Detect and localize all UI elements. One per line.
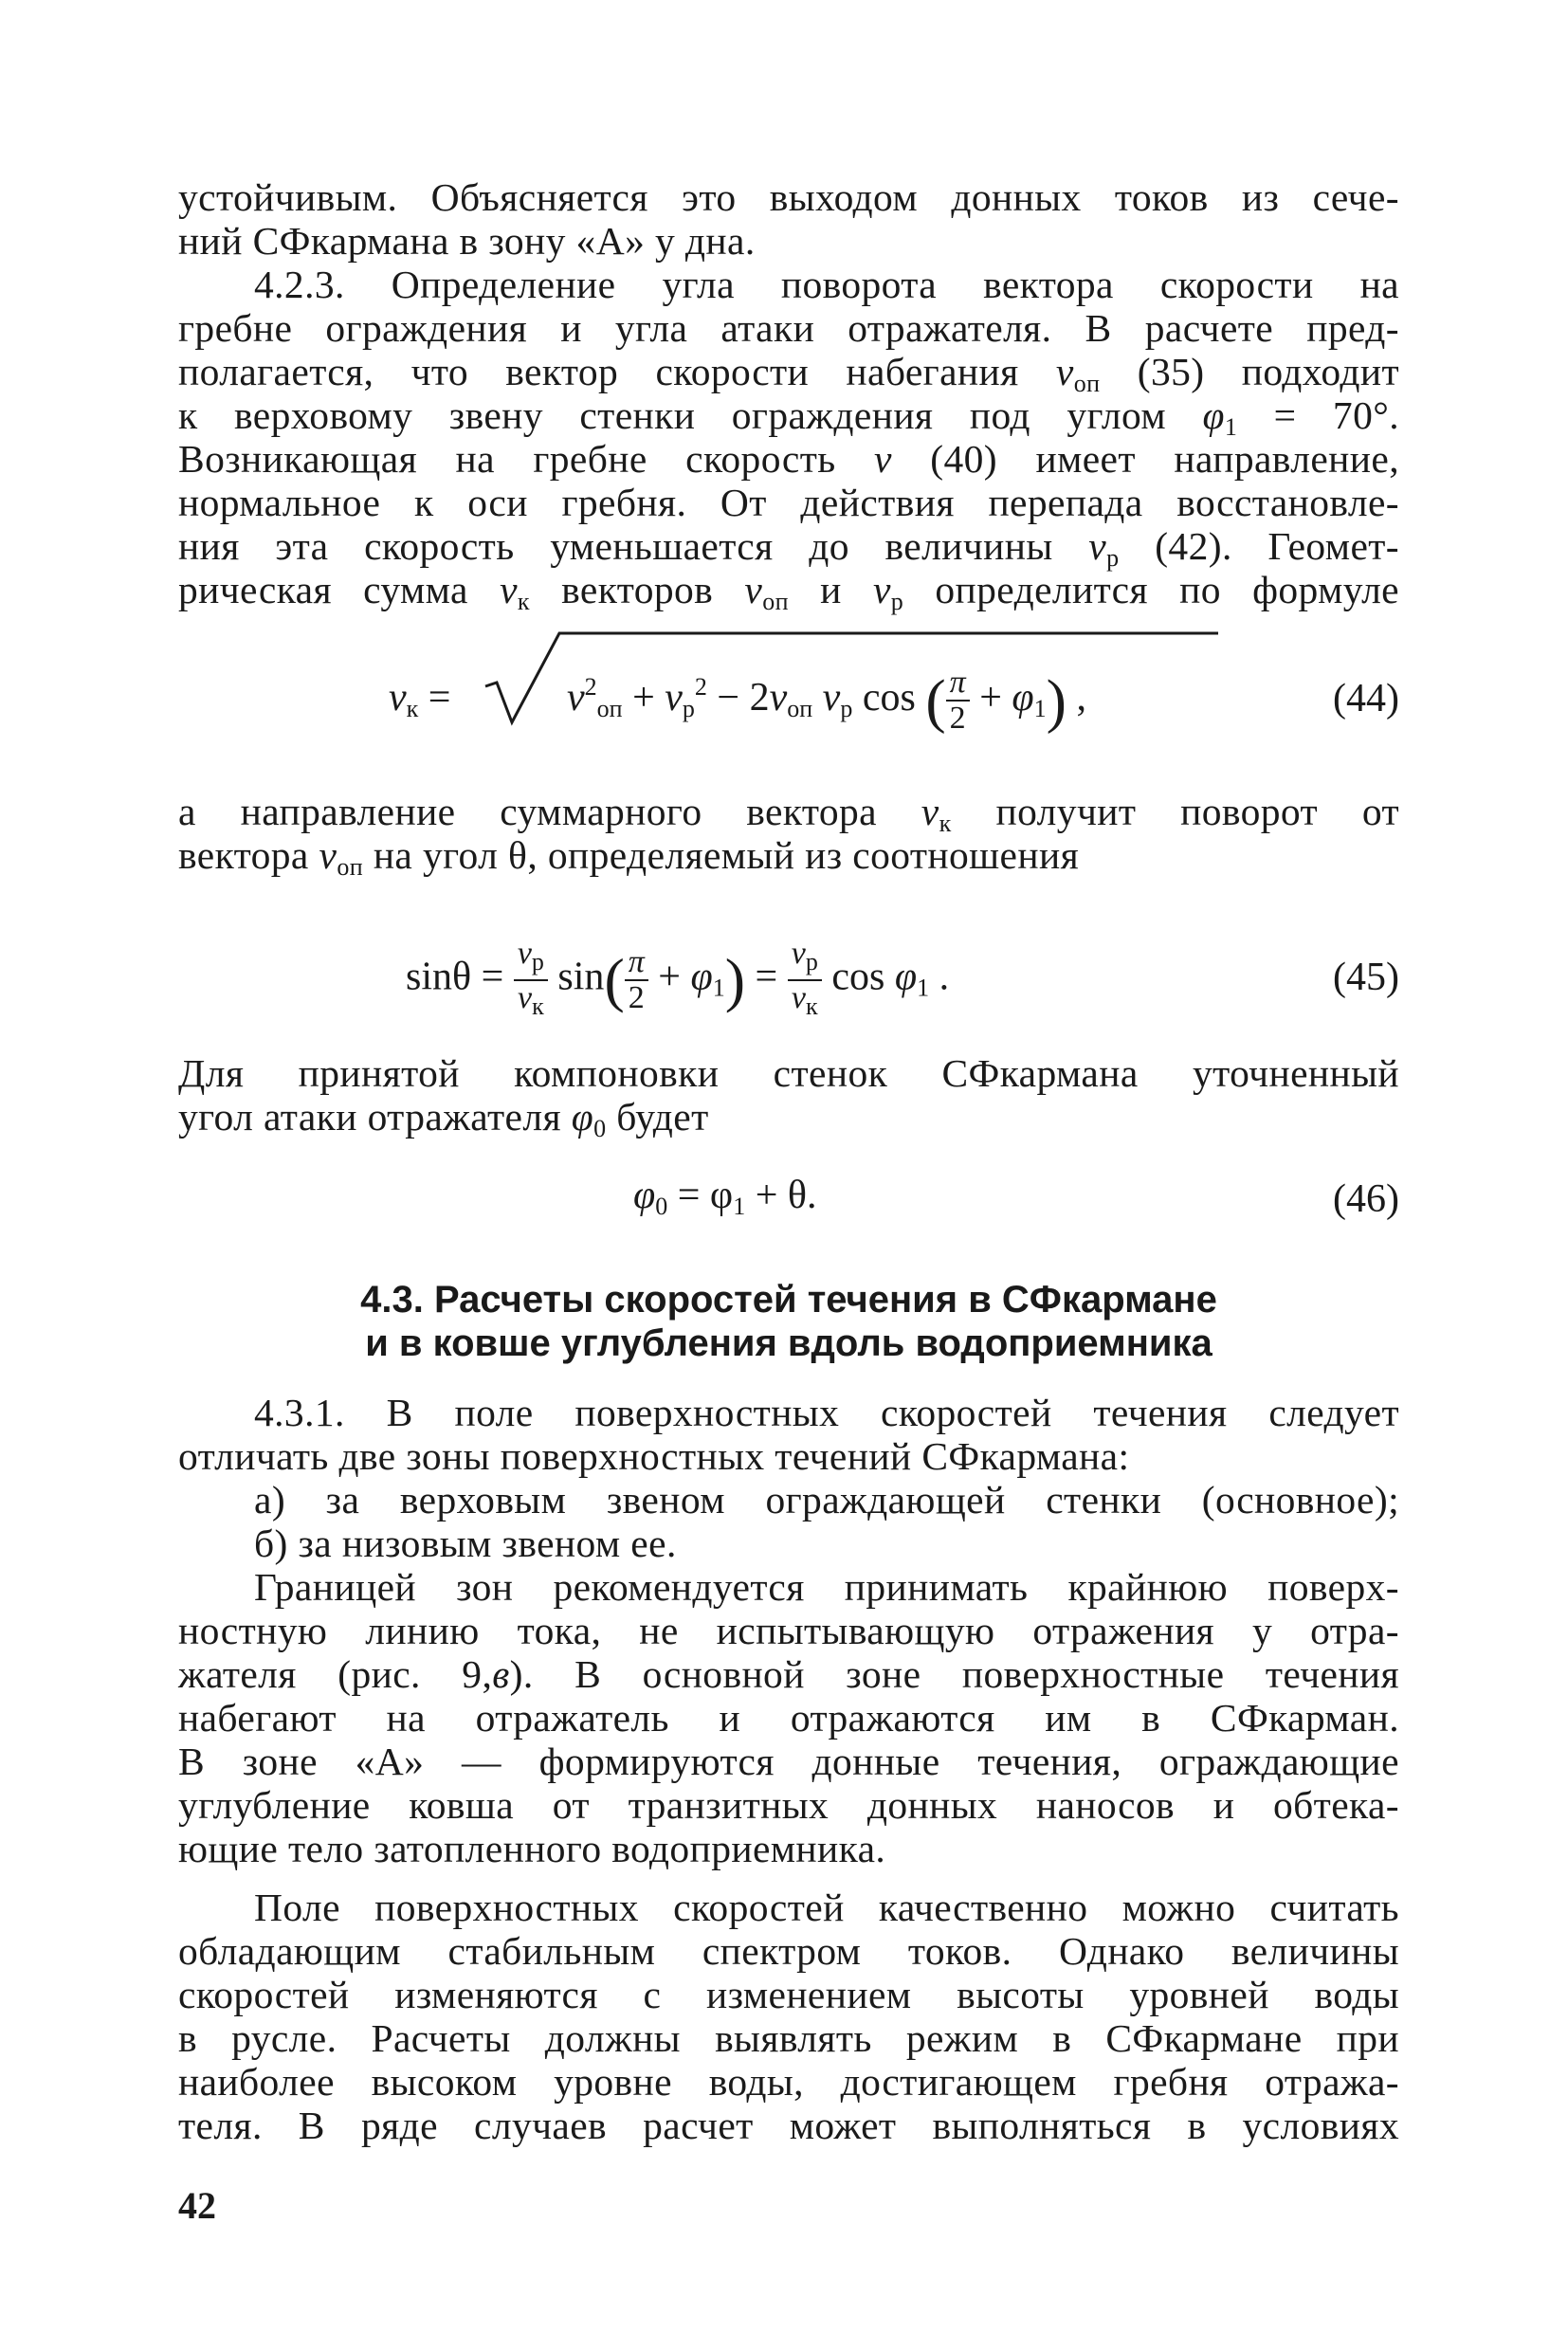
symbol: v	[319, 833, 337, 877]
text-line: наиболее высоком уровне воды, достигающем гребня отража-	[178, 2060, 1399, 2104]
text-span: Возникающая на гребне скорость	[178, 437, 836, 481]
text-span: = 70°.	[1273, 393, 1399, 437]
text-line: в русле. Расчеты должны выявлять режим в СФкармане при	[178, 2016, 1399, 2060]
symbol-subscript: к	[517, 588, 530, 615]
text-line	[178, 1096, 1399, 1151]
eq-text: = φ	[677, 1174, 734, 1217]
heading-line: и в ковше углубления вдоль водоприемника	[365, 1322, 1212, 1364]
eq-function: sin	[557, 955, 605, 999]
equation-44: $v_к$ = $v^2_{оп} + v_р^2 - 2v_{оп}$ $v_р$ cos ( $\frac{\pi}{2}$ + $\varphi_1$) ,	[389, 664, 1086, 736]
equation-number: (45)	[1333, 956, 1399, 999]
eq-subscript: к	[406, 695, 419, 722]
text-line	[178, 1653, 1399, 1697]
symbol: φ	[571, 1095, 594, 1139]
equation-46	[633, 1172, 817, 1230]
symbol: v	[744, 568, 763, 611]
text-span: в	[492, 1652, 510, 1696]
eq-superscript: 2	[584, 673, 597, 701]
text-span: а направление суммарного вектора	[178, 790, 877, 833]
text-span: будет	[616, 1095, 709, 1139]
symbol: v	[500, 568, 518, 611]
text-span: к верховому звену стенки ограждения под углом	[178, 393, 1166, 437]
eq-operator: +	[632, 676, 655, 720]
eq-subscript: оп	[596, 695, 623, 722]
text-line	[178, 569, 1399, 624]
text-span: (42). Геомет-	[1155, 524, 1400, 568]
text-line: нормальное к оси гребня. От действия перепада восстановле-	[178, 481, 1399, 524]
text-span: получит поворот от	[995, 790, 1399, 833]
fraction-vp-over-vk: $\frac{v_р}{v_к}$	[514, 937, 548, 1024]
symbol: v	[874, 437, 892, 481]
text-span: определится по формуле	[935, 568, 1400, 611]
eq-operator: =	[428, 676, 451, 720]
eq-symbol: v	[822, 676, 841, 720]
fraction-vp-over-vk: $\frac{v_р}{v_к}$	[788, 937, 822, 1024]
symbol-subscript: 0	[593, 1115, 607, 1142]
text-line: ностную линию тока, не испытывающую отражения у отра-	[178, 1609, 1399, 1652]
text-span: и	[820, 568, 842, 611]
eq-text: + θ.	[755, 1174, 817, 1217]
eq-function: cos	[862, 676, 916, 720]
section-heading	[178, 1278, 1399, 1365]
text-line	[178, 438, 1399, 482]
eq-symbol: φ	[1012, 676, 1034, 720]
symbol-subscript: оп	[337, 853, 364, 881]
eq-operator: − 2	[717, 676, 770, 720]
text-line: ющие тело затопленного водоприемника.	[178, 1827, 886, 1870]
equation-45: sinθ = $\frac{v_р}{v_к}$ sin( $\frac{\pi}{2}$ + $\varphi_1$) = $\frac{v_р}{v_к}$ $\cos \varphi_1$ .	[406, 937, 949, 1024]
symbol: v	[1055, 350, 1074, 393]
text-span: на угол θ, определяемый из соотношения	[373, 833, 1080, 877]
eq-function: cos	[831, 955, 885, 999]
symbol: φ	[1202, 393, 1225, 437]
text-span: векторов	[561, 568, 714, 611]
symbol-subscript: оп	[762, 588, 789, 615]
fraction-pi-over-2: $\frac{\pi}{2}$	[946, 665, 970, 736]
text-line: Границей зон рекомендуется принимать крайнюю поверх-	[254, 1565, 1399, 1609]
equation-number: (46)	[1333, 1177, 1399, 1221]
symbol-subscript: р	[890, 588, 904, 615]
eq-punct: .	[939, 955, 950, 999]
text-span: ). В основной зоне поверхностные течения	[509, 1652, 1399, 1696]
text-line: б) за низовым звеном ее.	[254, 1522, 677, 1565]
symbol-subscript: р	[1106, 544, 1120, 572]
eq-symbol: φ	[690, 955, 713, 999]
eq-subscript: р	[682, 695, 695, 722]
eq-operator: +	[979, 676, 1002, 720]
eq-symbol: v	[769, 676, 788, 720]
eq-superscript: 2	[694, 673, 707, 701]
symbol: v	[921, 790, 939, 833]
text-line: углубление ковша от транзитных донных наносов и обтека-	[178, 1783, 1399, 1827]
symbol-subscript: 1	[1224, 413, 1238, 441]
text-line: отличать две зоны поверхностных течений СФкармана:	[178, 1434, 1130, 1478]
text-line: В зоне «А» — формируются донные течения, ограждающие	[178, 1740, 1399, 1783]
text-span: (35) подходит	[1137, 350, 1399, 393]
page-number: 42	[178, 2184, 216, 2227]
symbol: v	[872, 568, 891, 611]
eq-subscript: 1	[712, 974, 725, 1002]
text-span: угол атаки отражателя	[178, 1095, 561, 1139]
text-line	[178, 834, 1399, 889]
eq-subscript: 1	[917, 974, 930, 1002]
text-line: 4.2.3. Определение угла поворота вектора скорости на	[254, 263, 1399, 306]
eq-operator: +	[658, 955, 681, 999]
text-line: скоростей изменяются с изменением высоты уровней воды	[178, 1973, 1399, 2016]
text-line: ний СФкармана в зону «А» у дна.	[178, 219, 756, 263]
text-line: набегают на отражатель и отражаются им в СФкарман.	[178, 1696, 1399, 1740]
text-line: обладающим стабильным спектром токов. Однако величины	[178, 1929, 1399, 1973]
eq-symbol: φ	[633, 1174, 656, 1217]
symbol: v	[1088, 524, 1107, 568]
eq-subscript: 1	[733, 1193, 746, 1220]
text-span: (40) имеет направление,	[930, 437, 1399, 481]
text-span: рическая сумма	[178, 568, 468, 611]
text-span: ния эта скорость уменьшается до величины	[178, 524, 1053, 568]
text-line: устойчивым. Объясняется это выходом донных токов из сече-	[178, 175, 1399, 219]
text-line: гребне ограждения и угла атаки отражателя. В расчете пред-	[178, 306, 1399, 350]
eq-subscript: 1	[1033, 695, 1047, 722]
text-line: теля. В ряде случаев расчет может выполняться в условиях	[178, 2104, 1399, 2147]
eq-subscript: оп	[787, 695, 813, 722]
text-span: вектора	[178, 833, 309, 877]
heading-line: 4.3. Расчеты скоростей течения в СФкармане	[360, 1279, 1217, 1321]
text-line: а) за верховым звеном ограждающей стенки (основное);	[254, 1478, 1399, 1522]
sqrt-sign	[483, 628, 1223, 732]
symbol-subscript: оп	[1073, 370, 1101, 397]
text-line: Поле поверхностных скоростей качественно можно считать	[254, 1886, 1399, 1929]
eq-function: sinθ =	[406, 955, 504, 999]
text-line: 4.3.1. В поле поверхностных скоростей течения следует	[254, 1391, 1399, 1434]
eq-operator: =	[755, 955, 778, 999]
symbol-subscript: к	[939, 810, 952, 837]
text-span: полагается, что вектор скорости набегания	[178, 350, 1019, 393]
text-span: жателя (рис. 9,	[178, 1652, 493, 1696]
eq-symbol: φ	[894, 955, 918, 999]
text-line: Для принятой компоновки стенок СФкармана уточненный	[178, 1051, 1399, 1095]
eq-symbol: v	[665, 676, 683, 720]
eq-symbol: v	[566, 676, 585, 720]
eq-symbol: v	[389, 676, 407, 720]
fraction-pi-over-2: $\frac{\pi}{2}$	[625, 945, 648, 1015]
eq-punct: ,	[1076, 676, 1086, 720]
eq-subscript: р	[840, 695, 853, 722]
equation-number: (44)	[1333, 677, 1399, 720]
eq-subscript: 0	[655, 1193, 668, 1220]
